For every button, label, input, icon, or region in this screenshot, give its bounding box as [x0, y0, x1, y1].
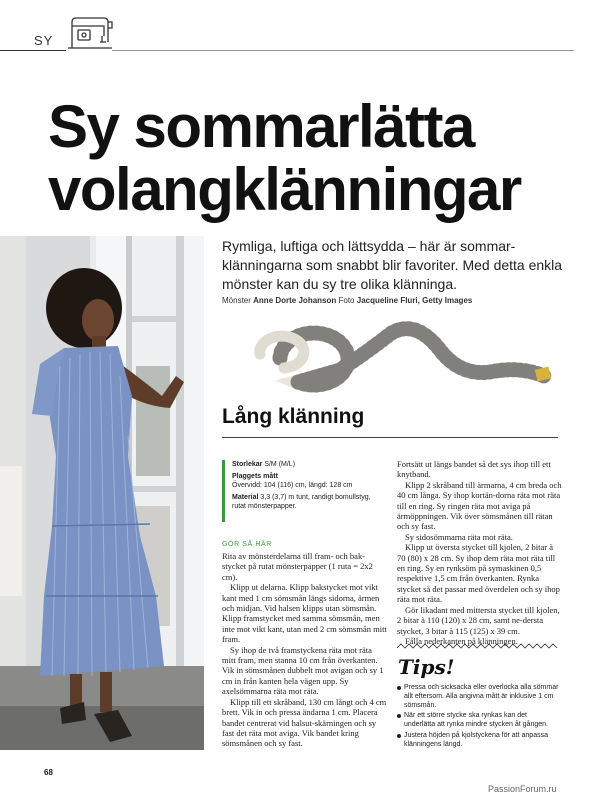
credit-pattern-prefix: Mönster	[222, 296, 251, 305]
credit-photo-prefix: Foto	[338, 296, 355, 305]
size-label: Storlekar	[232, 461, 263, 468]
article-title-line-2: volangklänningar	[48, 156, 521, 223]
section-title: Lång klänning	[222, 405, 365, 428]
tip-item: Pressa och sicksacka eller overlocka alla sömmar allt eftersom. Alla angivna mått är inklusive 1 cm sömsmån.	[397, 684, 559, 710]
article-title-line-1: Sy sommarlätta	[48, 93, 474, 160]
paragraph: Sy sidosömmarna räta mot räta.	[405, 531, 513, 542]
zigzag-divider	[397, 642, 560, 650]
section-divider	[222, 437, 558, 438]
header-rule	[112, 50, 574, 51]
tip-item: När ett större stycke ska rynkas kan det underlätta att rynka mindre stycken åt gången.	[397, 712, 559, 730]
tips-list	[397, 684, 559, 752]
watermark: PassionForum.ru	[488, 784, 557, 794]
measure-value: Övervidd: 104 (116) cm, längd: 128 cm	[232, 482, 353, 489]
tape-measure-illustration	[240, 310, 558, 402]
paragraph: Gör likadant med mittersta stycket till kjolen, 2 bitar à 110 (120) x 28 cm, samt ne-dersta stycket, 3 bitar à 115 (125) x 39 cm.	[397, 604, 560, 636]
materials-box	[222, 460, 382, 522]
header-divider	[0, 50, 66, 51]
credits	[222, 296, 582, 305]
section-label: SY	[34, 33, 54, 48]
paragraph: Klipp 2 skråband till ärmarna, 4 cm breda och 40 cm långa. Sy ihop kortän-dorna räta mot räta till en ring. Sy ringen räta mot aviga på ärmöppningen. Vik över sömsmånen till rätan och sy fast.	[397, 479, 562, 532]
instructions-column-2	[397, 459, 562, 646]
instructions-column-1	[222, 551, 387, 749]
paragraph: Klipp ut delarna. Klipp bakstycket mot vikt kant med 1 cm sömsmån längs sidorna, ärmen och midjan. Vid halsen klipps utan sömsmån. Klipp framstycket med samma sömsmån, men inte mot vikt kant, utan med 2 cm sömsmån mitt fram.	[222, 582, 387, 645]
intro-text: Rymliga, luftiga och lättsydda – här är sommar-klänningarna som snabbt blir favoriter. Med detta enkla mönster kan du sy tre olika klänninga.	[222, 238, 563, 292]
size-value: S/M (M/L)	[264, 461, 296, 468]
measure-label: Plaggets mått	[232, 473, 278, 480]
material-value: 3,3 (3,7) m tunt, randigt bomullstyg, rutat mönsterpapper.	[232, 494, 371, 510]
model-photo	[0, 236, 204, 750]
paragraph: Sy ihop de två framstyckena räta mot räta mitt fram, men stanna 10 cm från överkanten. Vik in sömsmånen dubbelt mot avigan och sy 1 cm in från kanten hela vägen upp. Sy axelsömmarna räta mot räta.	[222, 644, 384, 697]
instructions-heading: GÖR SÅ HÄR	[222, 541, 272, 548]
material-label: Material	[232, 494, 259, 501]
paragraph: Fortsätt ut längs bandet så det sys ihop till ett knytband.	[397, 459, 551, 480]
credit-pattern-author: Anne Dorte Johanson	[253, 296, 337, 305]
paragraph: Rita av mönsterdelarna till fram- och bak-stycket på rutat mönsterpapper (1 ruta = 2x2 cm).	[222, 551, 373, 582]
paragraph: Fålla nederkanten på klänningen.	[405, 635, 518, 646]
paragraph: Klipp ut översta stycket till kjolen, 2 bitar à 70 (80) x 28 cm. Sy ihop dem räta mot räta till en ring. Sy en rynksöm på symaskinen 0,5 respektive 1,5 cm från överkanten. Rynka stycket så det passar med överdelen och sy ihop räta mot räta.	[397, 542, 560, 605]
tips-title: Tips!	[398, 655, 455, 679]
credit-photo-author: Jacqueline Fluri, Getty Images	[356, 296, 473, 305]
sewing-machine-icon	[64, 12, 116, 52]
page-number: 68	[44, 768, 53, 777]
paragraph: Klipp till ett skråband, 130 cm långt och 4 cm brett. Vik in och pressa ändarna 1 cm. Placera bandet centrerat vid halsut-skärningen och sy fast det räta mot avigа. Vik bandet kring sömsmånen och sy fast.	[222, 696, 387, 749]
tip-item: Justera höjden på kjolstyckena för att anpassa klänningens längd.	[397, 732, 559, 750]
